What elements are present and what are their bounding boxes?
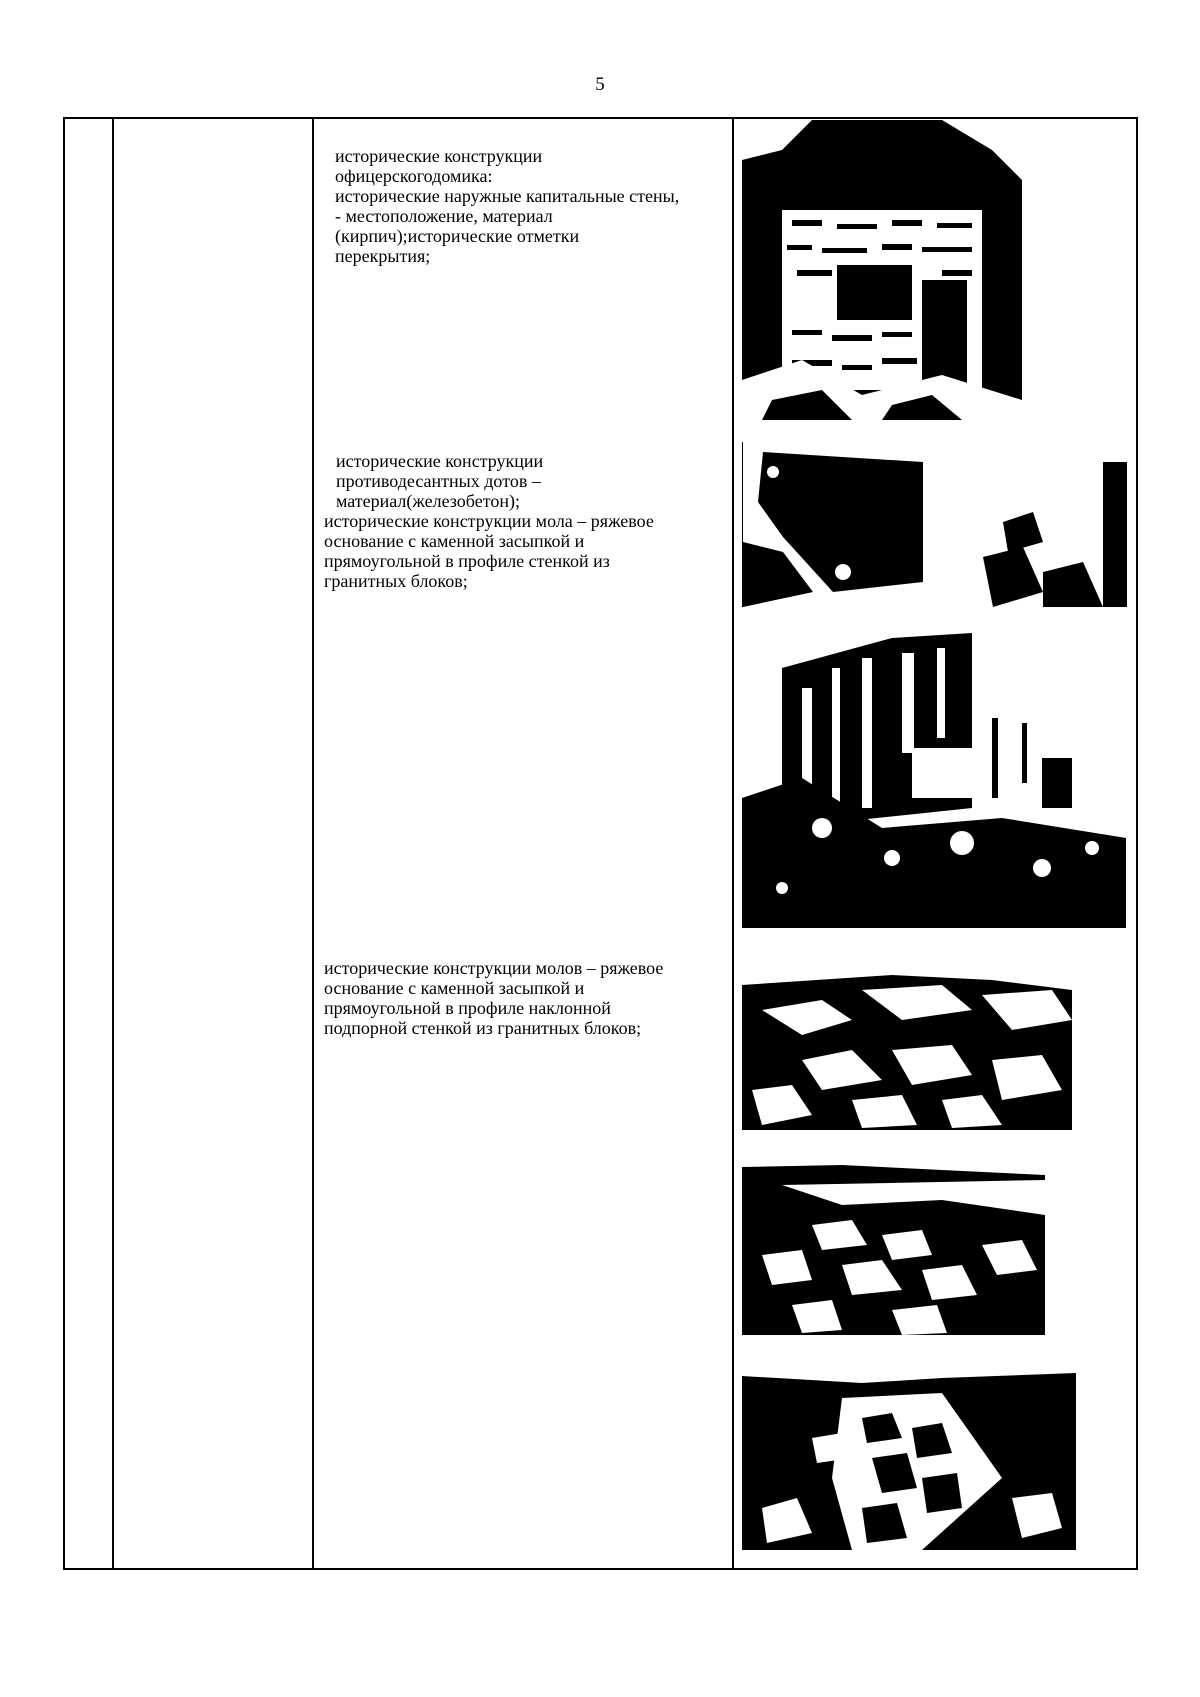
photo-breakwater-3: [742, 1358, 1076, 1550]
photo-pillbox: [742, 442, 1127, 607]
text-line: подпорной стенкой из гранитных блоков;: [324, 1018, 642, 1038]
column-divider-3: [732, 117, 734, 1570]
text-line: основание с каменной засыпкой и: [324, 531, 585, 551]
text-line: исторические конструкции молов – ряжевое: [324, 958, 664, 978]
column-divider-2: [312, 117, 314, 1570]
page-number: 5: [595, 74, 605, 95]
row-2-text: [324, 451, 654, 591]
text-line: исторические конструкции: [336, 451, 544, 471]
text-line: прямоугольной в профиле стенкой из: [324, 551, 610, 571]
text-line: офицерскогодомика:: [335, 166, 493, 186]
text-line: (кирпич);исторические отметки: [335, 226, 580, 246]
text-line: гранитных блоков;: [324, 571, 468, 591]
text-line: исторические конструкции мола – ряжевое: [324, 511, 654, 531]
text-line: материал(железобетон);: [336, 491, 520, 511]
text-line: перекрытия;: [335, 246, 431, 266]
photo-officer-house: [742, 120, 1022, 420]
text-line: основание с каменной засыпкой и: [324, 978, 585, 998]
text-line: прямоугольной в профиле наклонной: [324, 998, 611, 1018]
photo-pillbox-ruins: [742, 628, 1126, 928]
photo-breakwater-2: [742, 1145, 1045, 1335]
photo-breakwater-1: [742, 950, 1072, 1130]
text-line: - местоположение, материал: [335, 206, 553, 226]
text-line: исторические конструкции: [335, 146, 543, 166]
row-3-text: [324, 958, 663, 1038]
text-line: противодесантных дотов –: [336, 471, 541, 491]
text-line: исторические наружные капитальные стены,: [335, 186, 680, 206]
row-1-text: [335, 146, 679, 266]
column-divider-1: [112, 117, 114, 1570]
